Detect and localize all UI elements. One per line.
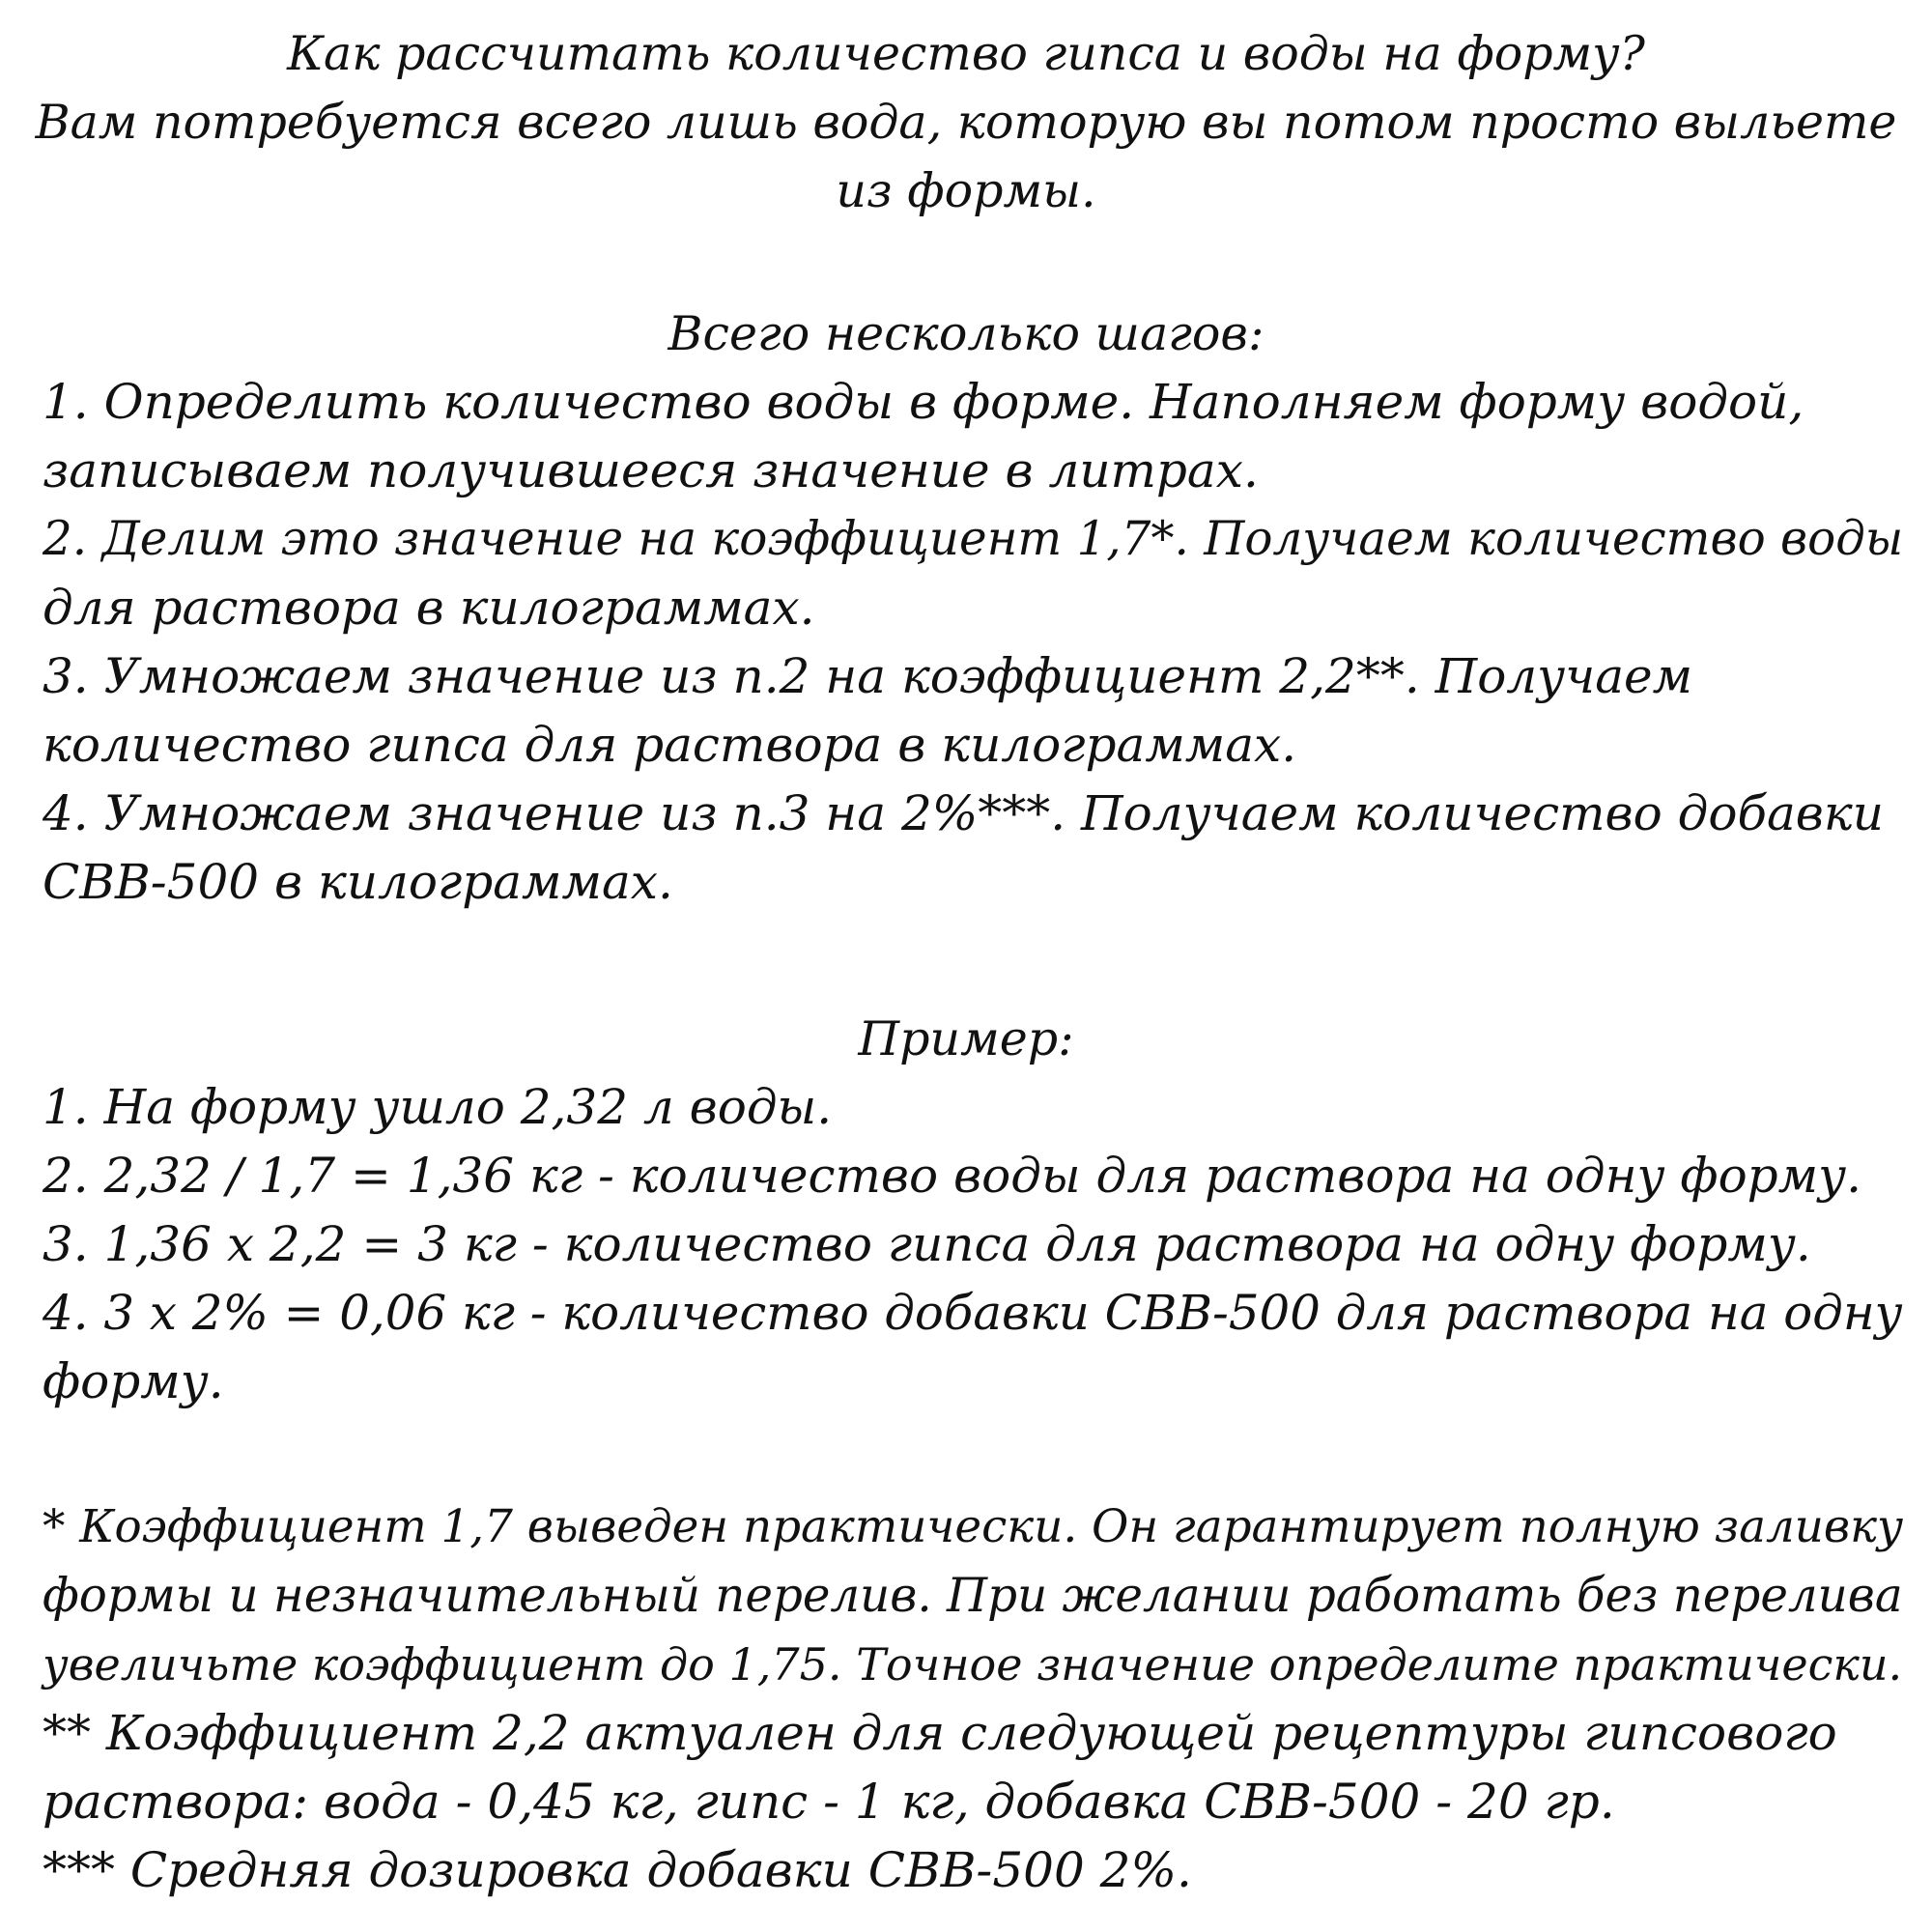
title-line-1: Как рассчитать количество гипса и воды на форму? <box>287 26 1645 81</box>
example-line: 2. 2,32 / 1,7 = 1,36 кг - количество воды для раствора на одну форму. <box>43 1148 1862 1204</box>
example-line: 1. На форму ушло 2,32 л воды. <box>43 1079 833 1135</box>
example-line: 4. 3 х 2% = 0,06 кг - количество добавки СВВ-500 для раствора на одну <box>43 1285 1903 1341</box>
title-line-3: из формы. <box>836 163 1096 218</box>
example-line: форму. <box>43 1353 224 1409</box>
footnote-line: увеличьте коэффициент до 1,75. Точное значение определите практически. <box>43 1638 1903 1690</box>
step-line: 1. Определить количество воды в форме. Наполняем форму водой, <box>43 374 1804 430</box>
steps-heading: Всего несколько шагов: <box>668 306 1264 361</box>
example-heading: Пример: <box>858 1011 1074 1066</box>
step-line: 3. Умножаем значение из п.2 на коэффициент 2,2**. Получаем <box>43 648 1693 704</box>
footnote-line: * Коэффициент 1,7 выведен практически. Он гарантирует полную заливку <box>43 1501 1904 1553</box>
step-line: записываем получившееся значение в литрах. <box>43 442 1259 498</box>
step-line: 2. Делим это значение на коэффициент 1,7*. Получаем количество воды <box>43 512 1904 566</box>
footnote-line: ** Коэффициент 2,2 актуален для следующей рецептуры гипсового <box>43 1705 1837 1761</box>
step-line: для раствора в килограммах. <box>43 580 815 636</box>
footnote-line: *** Средняя дозировка добавки СВВ-500 2%. <box>43 1842 1192 1898</box>
step-line: 4. Умножаем значение из п.3 на 2%***. Получаем количество добавки <box>43 785 1884 841</box>
step-line: СВВ-500 в килограммах. <box>43 854 673 910</box>
footnote-line: формы и незначительный перелив. При желании работать без перелива <box>43 1569 1903 1623</box>
example-line: 3. 1,36 х 2,2 = 3 кг - количество гипса для раствора на одну форму. <box>43 1216 1811 1272</box>
step-line: количество гипса для раствора в килограммах. <box>43 717 1297 773</box>
title-line-2: Вам потребуется всего лишь вода, которую вы потом просто выльете <box>35 95 1897 150</box>
footnote-line: раствора: вода - 0,45 кг, гипс - 1 кг, добавка СВВ-500 - 20 гр. <box>43 1774 1615 1830</box>
